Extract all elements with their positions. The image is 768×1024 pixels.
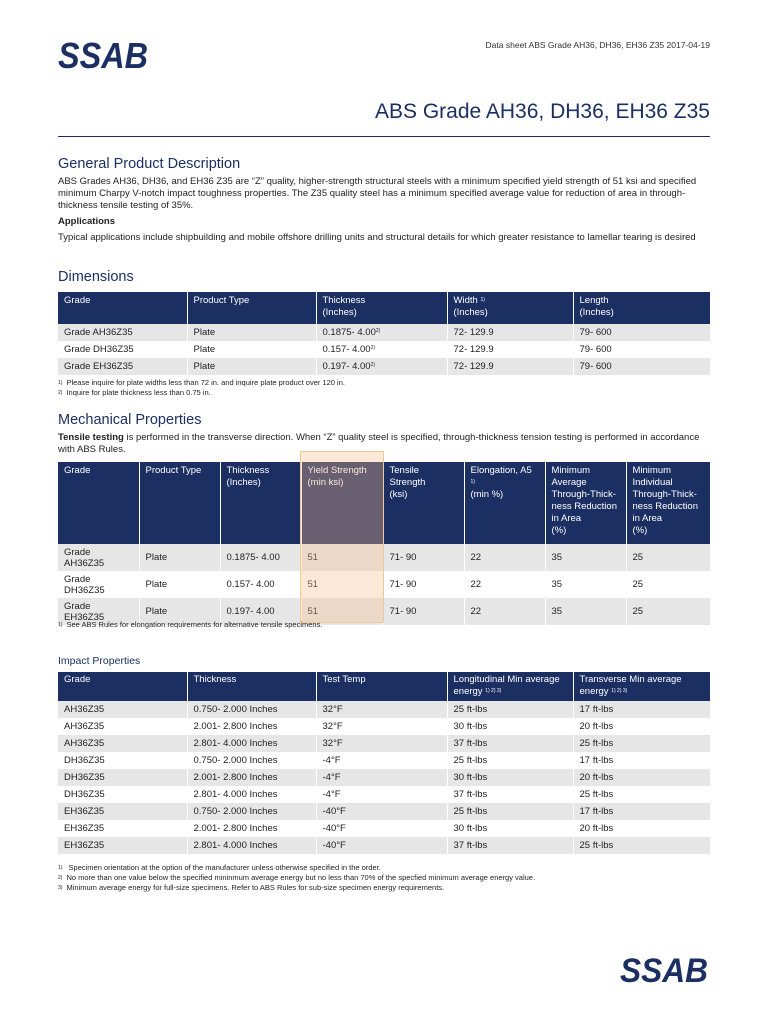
ssab-footer-logo xyxy=(618,952,710,988)
table-cell xyxy=(464,598,545,625)
cell-grade: DH36Z35 xyxy=(64,789,105,800)
column-header-label: Test Temp xyxy=(322,674,366,685)
table-row xyxy=(58,324,710,341)
mechanical-heading: Mechanical Properties xyxy=(58,412,202,428)
cell-trans: 25 ft-lbs xyxy=(579,738,614,749)
cell-thickness: 0.157- 4.00 xyxy=(322,344,371,355)
table-cell xyxy=(383,598,464,625)
table-cell xyxy=(187,701,316,718)
table-cell xyxy=(447,341,573,358)
table-cell xyxy=(447,803,573,820)
table-cell xyxy=(58,820,187,837)
table-cell xyxy=(139,571,220,598)
cell-yield: 51 xyxy=(307,606,319,617)
column-header-label: Thickness xyxy=(322,295,366,306)
cell-type: Plate xyxy=(193,327,216,338)
cell-long: 25 ft-lbs xyxy=(453,806,488,817)
column-header-unit: (ksi) xyxy=(389,489,408,500)
table-cell xyxy=(58,837,187,854)
cell-ind: 25 xyxy=(632,606,644,617)
cell-length: 79- 600 xyxy=(579,344,612,355)
cell-grade: Grade DH36Z35 xyxy=(64,573,105,596)
column-header-label: Yield Strength xyxy=(307,465,367,476)
table-cell xyxy=(187,820,316,837)
general-heading: General Product Description xyxy=(58,156,241,172)
table-cell xyxy=(316,769,447,786)
table-row xyxy=(58,544,710,571)
table-cell xyxy=(573,324,710,341)
cell-tensile: 71- 90 xyxy=(389,606,417,617)
table-cell xyxy=(58,718,187,735)
footnote-mark: 2) xyxy=(58,390,63,396)
cell-grade: EH36Z35 xyxy=(64,823,105,834)
column-header-unit: (Inches) xyxy=(322,307,357,318)
applications-heading: Applications xyxy=(58,216,116,227)
dimensions-footnotes xyxy=(0,378,345,398)
cell-trans: 17 ft-lbs xyxy=(579,806,614,817)
cell-trans: 25 ft-lbs xyxy=(579,789,614,800)
table-cell xyxy=(447,769,573,786)
cell-trans: 20 ft-lbs xyxy=(579,721,614,732)
cell-grade: EH36Z35 xyxy=(64,806,105,817)
cell-grade: Grade DH36Z35 xyxy=(64,344,134,355)
column-header-unit: (%) xyxy=(551,525,567,536)
cell-thickness: 0.197- 4.00 xyxy=(226,606,275,617)
column-header-label: Minimum Average Through-Thick-ness Reduction in Area xyxy=(551,465,617,524)
cell-grade: Grade AH36Z35 xyxy=(64,327,133,338)
general-description: ABS Grades AH36, DH36, and EH36 Z35 are “Z” quality, higher-strength structural steels with a minimum specified yield strength of 51 ksi and specified minimum Charpy V-notch impact toughness properties. The Z35 quality steel has a minimum specified average value for reduction of area in through-thickness tensile testing of 35%. xyxy=(58,176,697,211)
table-cell xyxy=(187,324,316,341)
title-divider xyxy=(58,136,710,137)
table-cell xyxy=(316,803,447,820)
table-cell xyxy=(58,735,187,752)
cell-grade: AH36Z35 xyxy=(64,738,105,749)
table-cell xyxy=(58,769,187,786)
table-cell xyxy=(58,571,139,598)
cell-temp: 32°F xyxy=(322,738,343,749)
impact-table xyxy=(58,672,710,854)
table-cell xyxy=(545,571,626,598)
cell-grade: DH36Z35 xyxy=(64,755,105,766)
footnote xyxy=(58,873,535,883)
table-cell xyxy=(316,718,447,735)
cell-long: 37 ft-lbs xyxy=(453,789,488,800)
tensile-testing-label: Tensile testing xyxy=(58,432,124,443)
footnote xyxy=(58,883,535,893)
column-header-unit: (Inches) xyxy=(226,477,261,488)
dimensions-heading: Dimensions xyxy=(58,269,134,285)
footnote-ref: 2) xyxy=(370,362,376,368)
table-row xyxy=(58,341,710,358)
cell-temp: -40°F xyxy=(322,840,346,851)
cell-thickness: 2.001- 2.800 Inches xyxy=(193,772,278,783)
impact-heading: Impact Properties xyxy=(58,655,141,667)
footnote-text: No more than one value below the specified mininmum average energy but no less than 70% of the specfied minimum average energy value. xyxy=(66,873,536,882)
table-cell xyxy=(447,701,573,718)
applications-text: Typical applications include shipbuilding and mobile offshore drilling units and structural details for which greater resistance to lamellar tearing is desired xyxy=(58,232,696,243)
column-header-label: Longitudinal Min average energy xyxy=(453,674,560,697)
table-cell xyxy=(573,341,710,358)
cell-temp: 32°F xyxy=(322,704,343,715)
table-cell xyxy=(626,571,710,598)
footnote-ref: 2) xyxy=(375,328,381,334)
cell-thickness: 0.750- 2.000 Inches xyxy=(193,755,278,766)
cell-yield: 51 xyxy=(307,579,319,590)
column-header-label: Length xyxy=(579,295,609,306)
column-header xyxy=(626,462,710,544)
cell-long: 30 ft-lbs xyxy=(453,772,488,783)
table-cell xyxy=(316,820,447,837)
cell-ind: 25 xyxy=(632,552,644,563)
cell-avg: 35 xyxy=(551,579,563,590)
table-cell xyxy=(573,820,710,837)
cell-thickness: 0.750- 2.000 Inches xyxy=(193,704,278,715)
table-cell xyxy=(573,735,710,752)
footnote-ref: 1) xyxy=(480,297,485,303)
table-cell xyxy=(187,341,316,358)
footnote xyxy=(58,620,322,630)
table-cell xyxy=(447,358,573,375)
table-cell xyxy=(573,752,710,769)
cell-long: 37 ft-lbs xyxy=(453,738,488,749)
column-header-label: Tensile Strength xyxy=(389,465,426,488)
table-row xyxy=(58,701,710,718)
cell-temp: -4°F xyxy=(322,755,341,766)
table-cell xyxy=(316,358,447,375)
cell-grade: Grade EH36Z35 xyxy=(64,361,134,372)
cell-thickness: 0.1875- 4.00 xyxy=(322,327,376,338)
column-header xyxy=(383,462,464,544)
table-cell xyxy=(58,544,139,571)
table-cell xyxy=(316,752,447,769)
cell-temp: -40°F xyxy=(322,806,346,817)
cell-elong: 22 xyxy=(470,579,482,590)
cell-yield: 51 xyxy=(307,552,319,563)
cell-thickness: 0.1875- 4.00 xyxy=(226,552,280,563)
table-cell xyxy=(187,358,316,375)
table-cell xyxy=(447,837,573,854)
ssab-logo xyxy=(58,36,150,76)
footnote-mark: 1) xyxy=(58,865,63,871)
column-header-label: Grade xyxy=(64,674,91,685)
column-header xyxy=(58,672,187,701)
column-header-label: Grade xyxy=(64,465,91,476)
cell-long: 25 ft-lbs xyxy=(453,704,488,715)
svg-text:SSAB: SSAB xyxy=(58,36,148,76)
table-row xyxy=(58,571,710,598)
table-row xyxy=(58,786,710,803)
dimensions-table xyxy=(58,292,710,375)
column-header xyxy=(139,462,220,544)
column-header xyxy=(545,462,626,544)
cell-grade: AH36Z35 xyxy=(64,721,105,732)
table-row xyxy=(58,735,710,752)
cell-long: 37 ft-lbs xyxy=(453,840,488,851)
cell-grade: AH36Z35 xyxy=(64,704,105,715)
yield-strength-highlight xyxy=(300,451,384,623)
cell-type: Plate xyxy=(193,361,216,372)
cell-width: 72- 129.9 xyxy=(453,344,494,355)
table-cell xyxy=(187,752,316,769)
svg-text:SSAB: SSAB xyxy=(620,952,708,988)
cell-elong: 22 xyxy=(470,552,482,563)
cell-width: 72- 129.9 xyxy=(453,361,494,372)
table-cell xyxy=(58,324,187,341)
table-cell xyxy=(573,701,710,718)
mechanical-footnotes xyxy=(0,620,323,630)
column-header xyxy=(316,292,447,324)
column-header-label: Thickness xyxy=(193,674,237,685)
table-cell xyxy=(187,786,316,803)
cell-long: 30 ft-lbs xyxy=(453,823,488,834)
table-cell xyxy=(626,544,710,571)
table-cell xyxy=(58,786,187,803)
cell-ind: 25 xyxy=(632,579,644,590)
cell-avg: 35 xyxy=(551,552,563,563)
table-cell xyxy=(573,769,710,786)
table-cell xyxy=(187,837,316,854)
document-title: ABS Grade AH36, DH36, EH36 Z35 xyxy=(374,100,710,123)
table-cell xyxy=(187,803,316,820)
table-cell xyxy=(316,701,447,718)
column-header xyxy=(573,672,710,701)
cell-grade: Grade EH36Z35 xyxy=(64,600,105,623)
table-cell xyxy=(58,803,187,820)
table-cell xyxy=(447,324,573,341)
table-cell xyxy=(58,358,187,375)
table-cell xyxy=(220,571,301,598)
table-cell xyxy=(58,341,187,358)
column-header-unit: (min %) xyxy=(470,489,504,500)
cell-long: 30 ft-lbs xyxy=(453,721,488,732)
column-header-label: Width xyxy=(453,295,478,306)
cell-temp: 32°F xyxy=(322,721,343,732)
footnote-text: Inquire for plate thickness less than 0.75 in. xyxy=(66,388,211,397)
table-row xyxy=(58,820,710,837)
table-cell xyxy=(447,718,573,735)
footnote-ref: 1) 2) 3) xyxy=(485,688,502,694)
table-cell xyxy=(316,786,447,803)
footnote-mark: 1) xyxy=(58,622,63,628)
column-header xyxy=(573,292,710,324)
table-cell xyxy=(464,571,545,598)
cell-thickness: 2.801- 4.000 Inches xyxy=(193,789,278,800)
footnote-ref: 1) xyxy=(470,479,475,485)
cell-elong: 22 xyxy=(470,606,482,617)
column-header xyxy=(58,462,139,544)
cell-trans: 17 ft-lbs xyxy=(579,704,614,715)
cell-length: 79- 600 xyxy=(579,361,612,372)
table-cell xyxy=(316,324,447,341)
column-header-label: Transverse Min average energy xyxy=(579,674,682,697)
table-cell xyxy=(58,752,187,769)
table-cell xyxy=(139,544,220,571)
footnote-text: Minimum average energy for full-size specimens. Refer to ABS Rules for sub-size specimen energy requirements. xyxy=(66,883,445,892)
cell-type: Plate xyxy=(145,579,168,590)
table-row xyxy=(58,837,710,854)
table-cell xyxy=(447,820,573,837)
cell-type: Plate xyxy=(193,344,216,355)
column-header-unit: (min ksi) xyxy=(307,477,344,488)
footnote-text: Please inquire for plate widths less than 72 in. and inquire plate product over 120 in. xyxy=(66,378,345,387)
table-cell xyxy=(58,701,187,718)
column-header xyxy=(316,672,447,701)
cell-thickness: 2.801- 4.000 Inches xyxy=(193,840,278,851)
column-header xyxy=(187,292,316,324)
footnote-ref: 1) 2) 3) xyxy=(611,688,628,694)
footnote-mark: 1) xyxy=(58,380,63,386)
column-header xyxy=(464,462,545,544)
table-cell xyxy=(383,544,464,571)
document-meta: Data sheet ABS Grade AH36, DH36, EH36 Z35 2017-04-19 xyxy=(485,40,710,50)
footnote xyxy=(58,863,535,873)
cell-tensile: 71- 90 xyxy=(389,552,417,563)
column-header-label: Grade xyxy=(64,295,91,306)
cell-length: 79- 600 xyxy=(579,327,612,338)
cell-temp: -4°F xyxy=(322,772,341,783)
mechanical-table xyxy=(58,462,710,625)
column-header xyxy=(447,672,573,701)
cell-thickness: 0.157- 4.00 xyxy=(226,579,275,590)
column-header xyxy=(58,292,187,324)
table-cell xyxy=(573,718,710,735)
cell-width: 72- 129.9 xyxy=(453,327,494,338)
cell-trans: 20 ft-lbs xyxy=(579,823,614,834)
cell-type: Plate xyxy=(145,552,168,563)
impact-footnotes xyxy=(0,863,536,893)
table-cell xyxy=(187,718,316,735)
table-cell xyxy=(447,786,573,803)
table-row xyxy=(58,752,710,769)
table-row xyxy=(58,358,710,375)
cell-grade: DH36Z35 xyxy=(64,772,105,783)
cell-thickness: 2.001- 2.800 Inches xyxy=(193,721,278,732)
footnote-text: See ABS Rules for elongation requirements for alternative tensile specimens. xyxy=(66,620,323,629)
table-cell xyxy=(573,358,710,375)
table-cell xyxy=(573,803,710,820)
footnote-mark: 3) xyxy=(58,885,63,891)
table-row xyxy=(58,803,710,820)
column-header xyxy=(187,672,316,701)
table-cell xyxy=(447,752,573,769)
column-header-unit: (Inches) xyxy=(579,307,614,318)
column-header-label: Elongation, A5 xyxy=(470,465,532,476)
cell-temp: -40°F xyxy=(322,823,346,834)
table-row xyxy=(58,718,710,735)
footnote xyxy=(58,378,345,388)
column-header-label: Product Type xyxy=(193,295,250,306)
table-cell xyxy=(626,598,710,625)
column-header-label: Product Type xyxy=(145,465,202,476)
table-cell xyxy=(447,735,573,752)
cell-avg: 35 xyxy=(551,606,563,617)
table-cell xyxy=(573,786,710,803)
cell-trans: 20 ft-lbs xyxy=(579,772,614,783)
cell-grade: Grade AH36Z35 xyxy=(64,546,105,569)
footnote xyxy=(58,388,345,398)
column-header-unit: (Inches) xyxy=(453,307,488,318)
table-cell xyxy=(316,341,447,358)
column-header-label: Thickness xyxy=(226,465,270,476)
table-cell xyxy=(316,837,447,854)
mechanical-intro-text: is performed in the transverse direction. When “Z” quality steel is specified, through-thickness tension testing is performed in accordance with ABS Rules. xyxy=(58,432,700,455)
cell-trans: 17 ft-lbs xyxy=(579,755,614,766)
cell-long: 25 ft-lbs xyxy=(453,755,488,766)
table-cell xyxy=(573,837,710,854)
column-header xyxy=(220,462,301,544)
table-cell xyxy=(383,571,464,598)
cell-tensile: 71- 90 xyxy=(389,579,417,590)
table-cell xyxy=(187,769,316,786)
footnote-text: Specimen orientation at the option of the manufacturer unless otherwise specified in the order. xyxy=(66,863,381,872)
cell-thickness: 0.197- 4.00 xyxy=(322,361,371,372)
cell-grade: EH36Z35 xyxy=(64,840,105,851)
cell-type: Plate xyxy=(145,606,168,617)
table-cell xyxy=(545,598,626,625)
mechanical-intro xyxy=(58,432,710,456)
table-cell xyxy=(464,544,545,571)
cell-thickness: 2.001- 2.800 Inches xyxy=(193,823,278,834)
column-header xyxy=(447,292,573,324)
footnote-ref: 2) xyxy=(370,345,376,351)
cell-thickness: 0.750- 2.000 Inches xyxy=(193,806,278,817)
column-header-unit: (%) xyxy=(632,525,648,536)
table-cell xyxy=(220,544,301,571)
table-cell xyxy=(316,735,447,752)
table-cell xyxy=(187,735,316,752)
cell-trans: 25 ft-lbs xyxy=(579,840,614,851)
cell-thickness: 2.801- 4.000 Inches xyxy=(193,738,278,749)
table-row xyxy=(58,769,710,786)
table-cell xyxy=(545,544,626,571)
column-header-label: Minimum Individual Through-Thick-ness Reduction in Area xyxy=(632,465,698,524)
footnote-mark: 2) xyxy=(58,875,63,881)
cell-temp: -4°F xyxy=(322,789,341,800)
